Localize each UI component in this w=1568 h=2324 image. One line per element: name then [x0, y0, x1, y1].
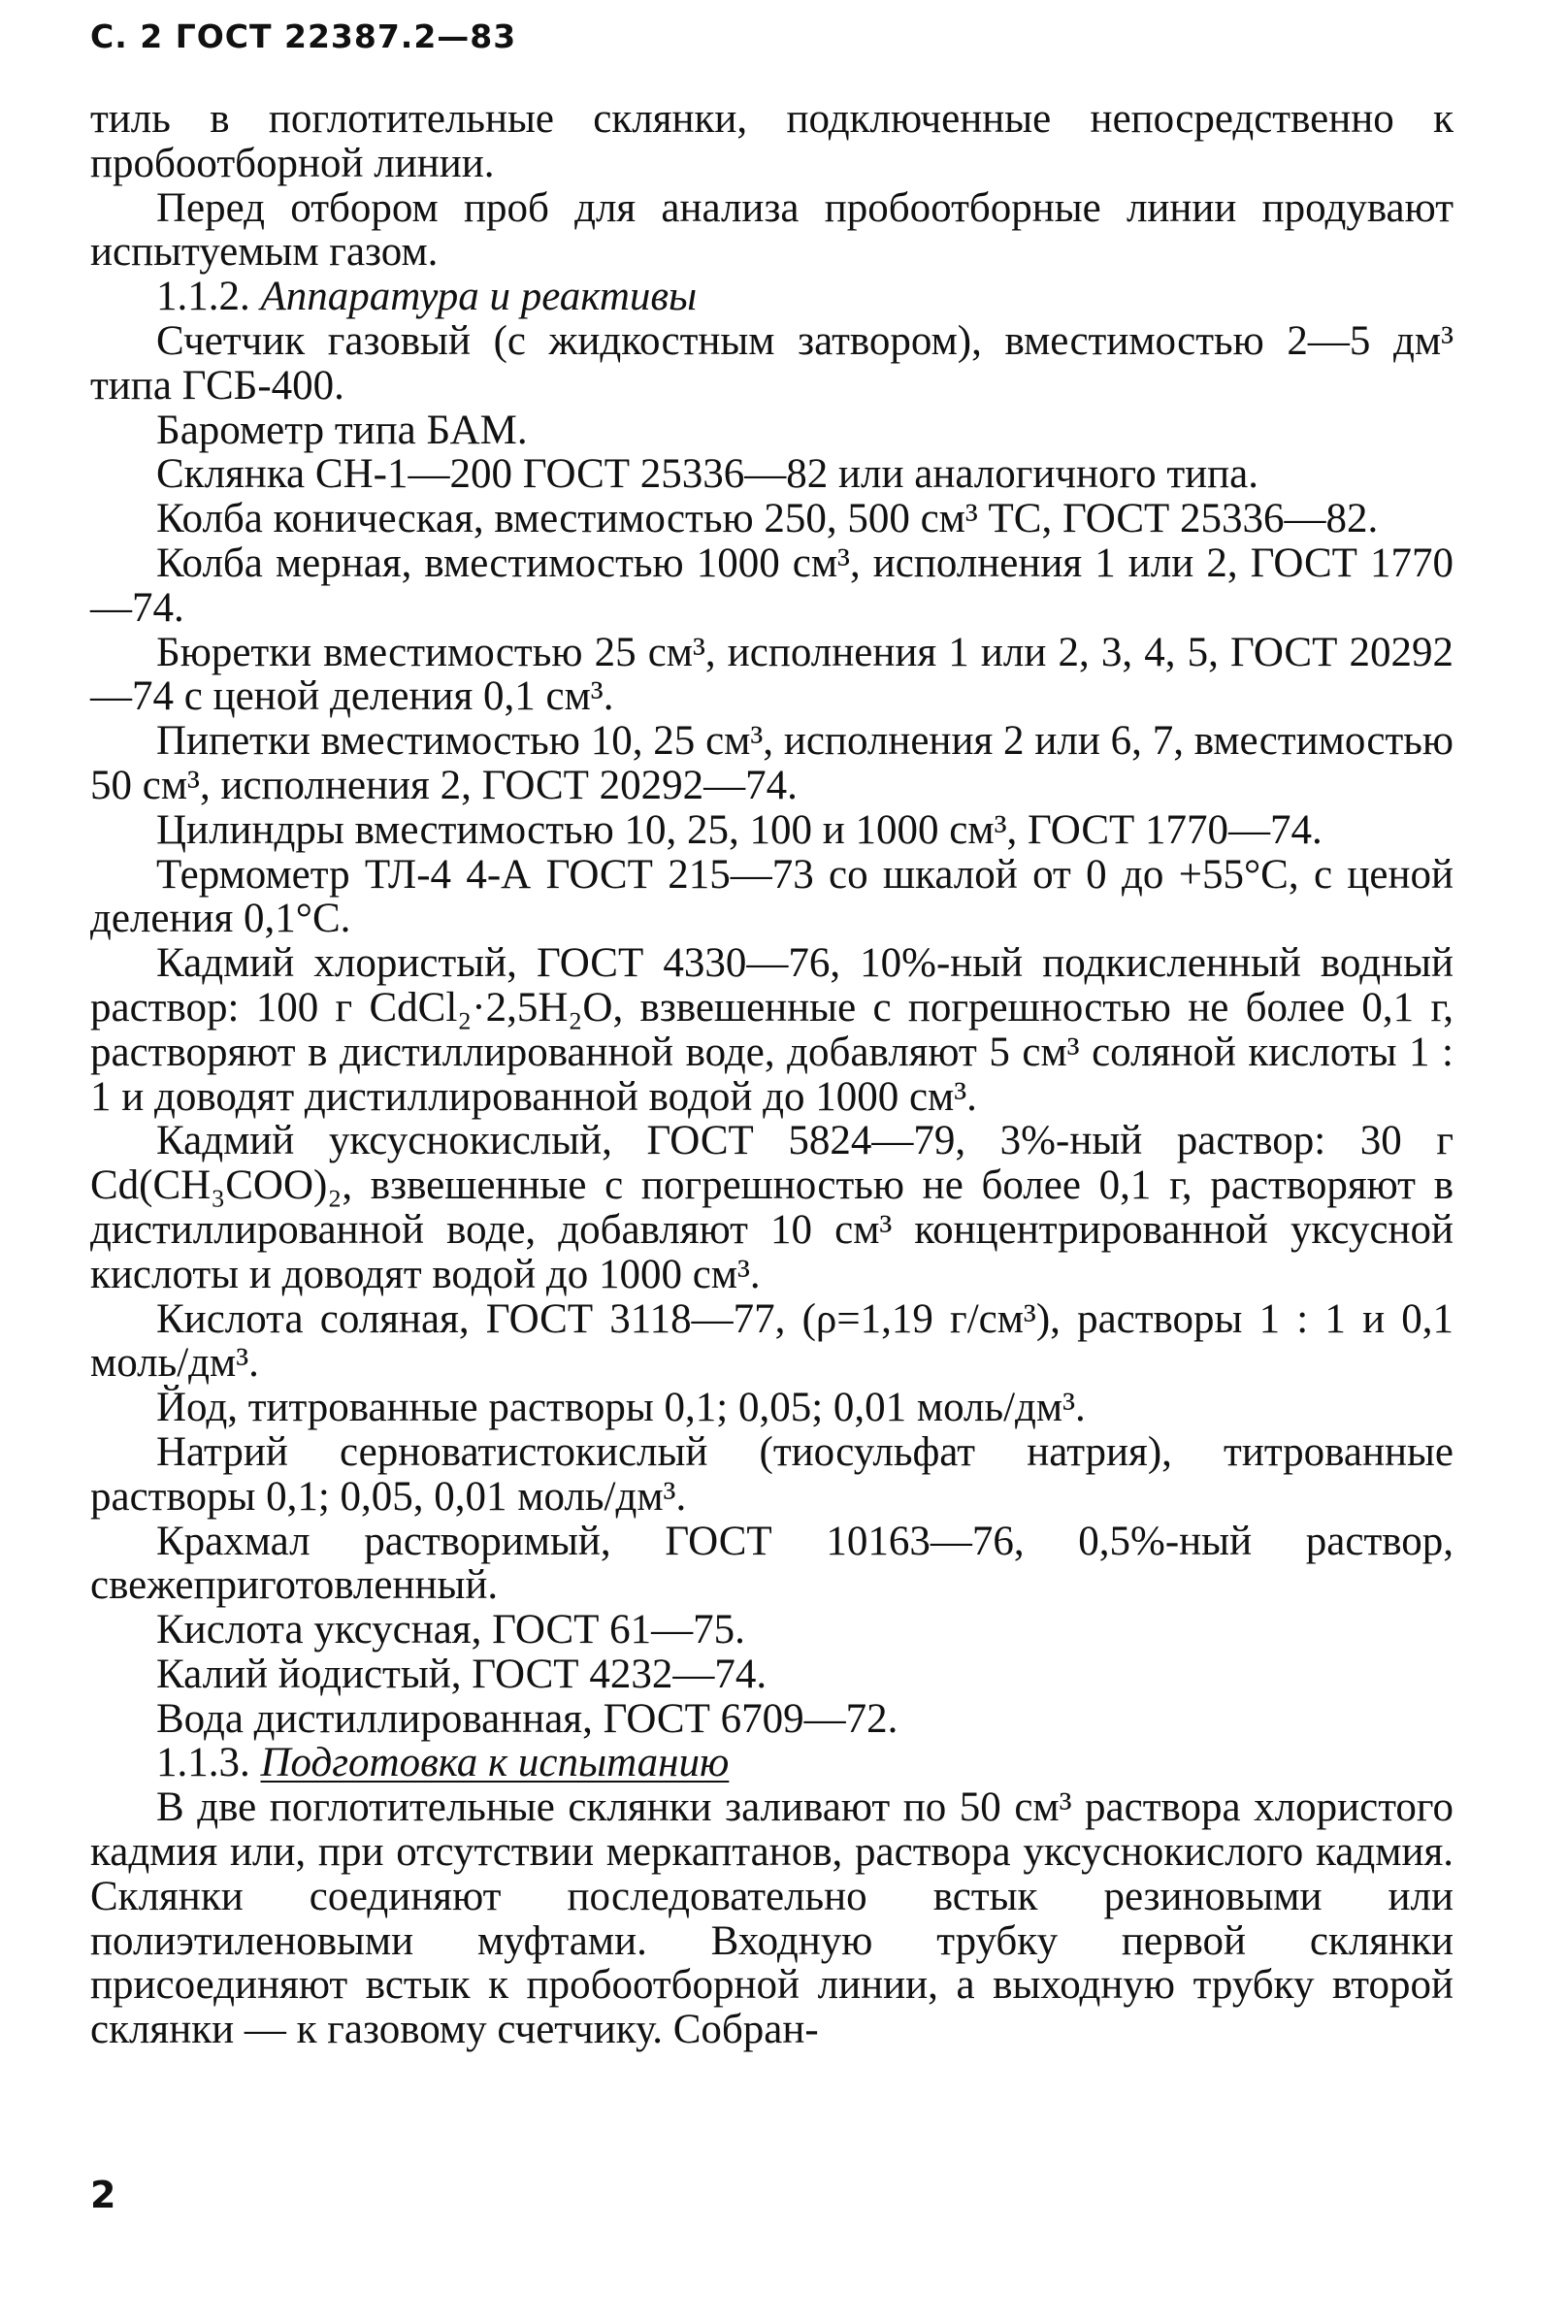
list-item-gas-meter: Счетчик газовый (с жидкостным затвором), вместимостью 2—5 дм³ типа ГСБ-400.: [90, 317, 1454, 409]
list-item-burettes: Бюретки вместимостью 25 см³, исполнения 1 или 2, 3, 4, 5, ГОСТ 20292—74 с ценой деления 0,1 см³.: [90, 629, 1454, 720]
list-item-conical-flask: Колба коническая, вместимостью 250, 500 см³ ТС, ГОСТ 25336—82.: [156, 496, 1379, 542]
list-item-thermometer: Термометр ТЛ-4 4-А ГОСТ 215—73 со шкалой от 0 до +55°С, с ценой деления 0,1°С.: [90, 851, 1454, 942]
list-item-iodine: Йод, титрованные растворы 0,1; 0,05; 0,01 моль/дм³.: [156, 1385, 1086, 1431]
list-item-barometer: Барометр типа БАМ.: [156, 407, 528, 453]
list-item-cadmium-acetate: Кадмий уксуснокислый, ГОСТ 5824—79, 3%-ный раствор: 30 г Cd(CH₃COO)₂, взвешенные с погрешностью не более 0,1 г, растворяют в дистиллированной воде, добавляют 10 см³ концентрированной уксусной кислоты и доводят водой до 1000 см³.: [90, 1118, 1454, 1297]
page-number: 2: [90, 2174, 116, 2216]
section-number: 1.1.2.: [156, 274, 250, 320]
list-item-sodium-thiosulfate: Натрий серноватистокислый (тиосульфат натрия), титрованные растворы 0,1; 0,05, 0,01 моль/дм³.: [90, 1428, 1454, 1520]
section-heading-preparation: [90, 1741, 1454, 1785]
paragraph-preparation: В две поглотительные склянки заливают по 50 см³ раствора хлористого кадмия или, при отсутствии меркаптанов, раствора уксуснокислого кадмия. Склянки соединяют последовательно встык резиновыми или полиэтиленовыми муфтами. Входную трубку первой склянки присоединяют встык к пробоотборной линии, а выходную трубку второй склянки — к газовому счетчику. Собран-: [90, 1784, 1454, 2053]
running-head: С. 2 ГОСТ 22387.2—83: [90, 17, 517, 55]
list-item-cylinders: Цилиндры вместимостью 10, 25, 100 и 1000 см³, ГОСТ 1770—74.: [156, 806, 1323, 853]
section-title: Аппаратура и реактивы: [260, 274, 698, 320]
paragraph-purge-lines: Перед отбором проб для анализа пробоотборные линии продувают испытуемым газом.: [90, 184, 1454, 276]
paragraph-continuation: тиль в поглотительные склянки, подключенные непосредственно к пробоотборной линии.: [90, 96, 1454, 186]
list-item-flask-sn: Склянка СН-1—200 ГОСТ 25336—82 или аналогичного типа.: [156, 451, 1259, 498]
list-item-distilled-water: Вода дистиллированная, ГОСТ 6709—72.: [156, 1695, 898, 1742]
list-item-starch: Крахмал растворимый, ГОСТ 10163—76, 0,5%-ный раствор, свежеприготовленный.: [90, 1518, 1454, 1609]
list-item-pipettes: Пипетки вместимостью 10, 25 см³, исполнения 2 или 6, 7, вместимостью 50 см³, исполнения 2, ГОСТ 20292—74.: [90, 718, 1454, 808]
list-item-cadmium-chloride: Кадмий хлористый, ГОСТ 4330—76, 10%-ный подкисленный водный раствор: 100 г CdCl₂·2,5H₂O, взвешенные с погрешностью не более 0,1 г, растворяют в дистиллированной воде, добавляют 5 см³ соляной кислоты 1 : 1 и доводят дистиллированной водой до 1000 см³.: [90, 940, 1454, 1120]
list-item-hydrochloric-acid: Кислота соляная, ГОСТ 3118—77, (ρ=1,19 г/см³), растворы 1 : 1 и 0,1 моль/дм³.: [90, 1295, 1454, 1387]
list-item-volumetric-flask: Колба мерная, вместимостью 1000 см³, исполнения 1 или 2, ГОСТ 1770—74.: [90, 540, 1454, 631]
section-title: Подготовка к испытанию: [260, 1740, 730, 1786]
body-text: [90, 97, 1454, 2052]
section-number: 1.1.3.: [156, 1740, 250, 1786]
list-item-potassium-iodide: Калий йодистый, ГОСТ 4232—74.: [156, 1651, 768, 1697]
list-item-acetic-acid: Кислота уксусная, ГОСТ 61—75.: [156, 1607, 745, 1653]
section-heading-apparatus: [90, 275, 1454, 319]
